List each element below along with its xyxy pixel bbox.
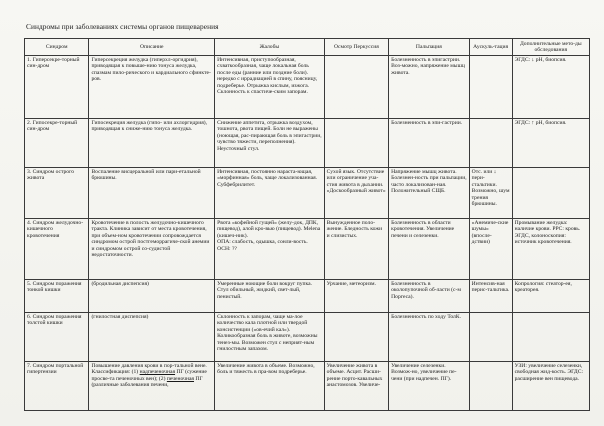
cell-exam: Вынужденное поло-жение. Бледность кожи и слизистых. [324, 219, 388, 280]
cell-additional: УЗИ: увеличение селезенки, свободная жид-кость. ЭГДС: расширение вен пищевода. [512, 362, 589, 411]
cell-complaints: Снижение аппетита, отрыжка воздухом, тошнота, рвота пищей. Боли не выражены (ноющая, рас-пирающая боль в эпигастрии, чувство тяжести, переполнения). Неусточный стул. [215, 119, 325, 168]
cell-auscultation [469, 313, 512, 362]
cell-additional [512, 313, 589, 362]
table-row [25, 362, 590, 411]
desc-term-prehepatic: надпеченочная [139, 369, 176, 376]
cell-palpation: Болезненность по ходу ТолК. [389, 313, 470, 362]
syndromes-table [24, 38, 590, 411]
table-row [25, 219, 590, 280]
cell-syndrome: 3. Синдром острого живота [25, 168, 89, 219]
cell-additional: ЭГДС: ↑ pH, биопсия. [512, 119, 589, 168]
header-palpation: Пальпация [389, 39, 470, 56]
cell-palpation: Болезненность в эпигастрии. Воз-можно, напряжение мышц живота. [389, 56, 470, 119]
cell-syndrome: 7. Синдром портальной гипертензии [25, 362, 89, 411]
cell-palpation: Болезненность в околопупочной об-ласти (с-м Поргеса). [389, 280, 470, 313]
cell-exam: Урчание, метеоризм. [324, 280, 388, 313]
header-description: Описание [89, 39, 215, 56]
cell-palpation: Болезненность в эпи-гастрии. [389, 119, 470, 168]
desc-lead: Повышение давления крови в пор-тальной вене. Классификация: (1) [91, 363, 207, 376]
cell-description: Гиперсекреция желудка (гиперхл-оргидрия), приводящая к повыше-нию тонуса желудка, спазмам пило-рического и кардиального сфинкте-ров. [89, 56, 215, 119]
cell-description: (бродильная диспепсия) [89, 280, 215, 313]
cell-syndrome: 6. Синдром поражения толстой кишки [25, 313, 89, 362]
cell-complaints: Рвота «кофейной гущей» (желу-док, ДПК, пищевод), алой кро-вью (пищевод). Melena (кишеч-ник). ОПА: слабость, одышка, сонли-вость. ОСН: ?? [215, 219, 325, 280]
cell-complaints: Интенсивная, приступообразная, схваткообразная, чаще локальная боль после еды (ранние или поздние боли). нередко с иррадиацией в спину, поясницу, подреберье. Отрыжка кислым, изжога. Склонность к спастиче-ским запорам. [215, 56, 325, 119]
cell-complaints: Интенсивная, постоянно нараста-ющая, «морфинная» боль, чаще локализованная. Субфебрилитет. [215, 168, 325, 219]
cell-syndrome: 4. Синдром желудочно-кишечного кровотечения [25, 219, 89, 280]
header-auscultation: Аускуль-тация [469, 39, 512, 56]
header-additional: Дополнительные мето-ды обследования [512, 39, 589, 56]
header-syndrome: Синдром [25, 39, 89, 56]
cell-syndrome: 1. Гиперсекре-торный син-дром [25, 56, 89, 119]
cell-additional [512, 168, 589, 219]
cell-description: Кровотечение в полость желудочно-кишечного тракта. Клиника зависит от места кровотечения, при объем-ном кровотечении сопровождается синдромом острой постгеморрагиче-ской анемии и синдромом острой со-судистой недостаточности. [89, 219, 215, 280]
cell-syndrome: 2. Гипосекре-торный син-дром [25, 119, 89, 168]
header-exam: Осмотр Перкуссия [324, 39, 388, 56]
table-row [25, 280, 590, 313]
cell-exam [324, 119, 388, 168]
cell-syndrome: 5. Синдром поражения тонкой кишки [25, 280, 89, 313]
table-row [25, 56, 590, 119]
cell-palpation: Напряжение мышц живота. Болезнен-ность при пальпации, часто локализован-ная. Положительный СЩБ. [389, 168, 470, 219]
desc-mid: ПГ (сужение просве-та печеночных вен); (2) [91, 369, 207, 382]
cell-auscultation: Интенсив-ная перис-тальтика. [469, 280, 512, 313]
cell-additional: ЭГДС: ↓ pH, биопсия. [512, 56, 589, 119]
cell-auscultation: Отс. или ↓ пери-стальтики. Возможно, шум трения брюшины. [469, 168, 512, 219]
cell-complaints: Склонность к запорам, чаще ма-лое количество кала плотной или твердой консистенции («ов-ечий кал»). Коликообразная боль в животе, возможны тенез-мы. Возможен стул с неприят-ным гнилостным запахом. [215, 313, 325, 362]
cell-complaints: Умеренные ноющие боли вокруг пупка. Стул обильный, жидкий, свет-лый, пенистый. [215, 280, 325, 313]
document-title: Синдромы при заболеваниях системы органов пищеварения [26, 22, 219, 31]
cell-description: (гнилостная диспепсия) [89, 313, 215, 362]
cell-exam: Сухой язык. Отсутствие или ограничение уча-стия живота в дыхании. «Доскообразный живот» [324, 168, 388, 219]
cell-auscultation [469, 362, 512, 411]
cell-description: Гипосекреция желудка (гипо- или ахлоргидрия), приводящая к сниже-нию тонуса желудка. [89, 119, 215, 168]
cell-auscultation [469, 119, 512, 168]
cell-additional: Копрология: стеатор-ея, креаторея. [512, 280, 589, 313]
table-row [25, 119, 590, 168]
cell-description [89, 362, 215, 411]
cell-complaints: Увеличение живота в объеме. Возможно, боль и тяжесть в пра-вом подреберье. [215, 362, 325, 411]
header-complaints: Жалобы [215, 39, 325, 56]
cell-exam: Увеличение живота в объеме. Асцит. Расши-рение порто-кавальных анастомозов. Увеличе- [324, 362, 388, 411]
cell-palpation: Болезненность в области кровотечения. Увеличение печени и селезенки. [389, 219, 470, 280]
table-header-row [25, 39, 590, 56]
cell-additional: Промывание желудка: наличие крови. РРС: кровь. ЭГДС, колоноскопия: источник кровотечения. [512, 219, 589, 280]
cell-exam [324, 313, 388, 362]
desc-term-hepatic: печеночная [166, 375, 195, 382]
cell-auscultation [469, 56, 512, 119]
cell-exam [324, 56, 388, 119]
table-row [25, 313, 590, 362]
table-row [25, 168, 590, 219]
cell-palpation: Увеличение селезенки. Возмож-но, увеличение пе-чени (при надпечен. ПГ). [389, 362, 470, 411]
cell-auscultation: «Анемиче-ские шумы» (впосле-дствии) [469, 219, 512, 280]
desc-tail: ПГ (различные заболевания печени, [91, 375, 203, 389]
cell-description: Воспаление висцеральной или пари-етальной брюшины. [89, 168, 215, 219]
